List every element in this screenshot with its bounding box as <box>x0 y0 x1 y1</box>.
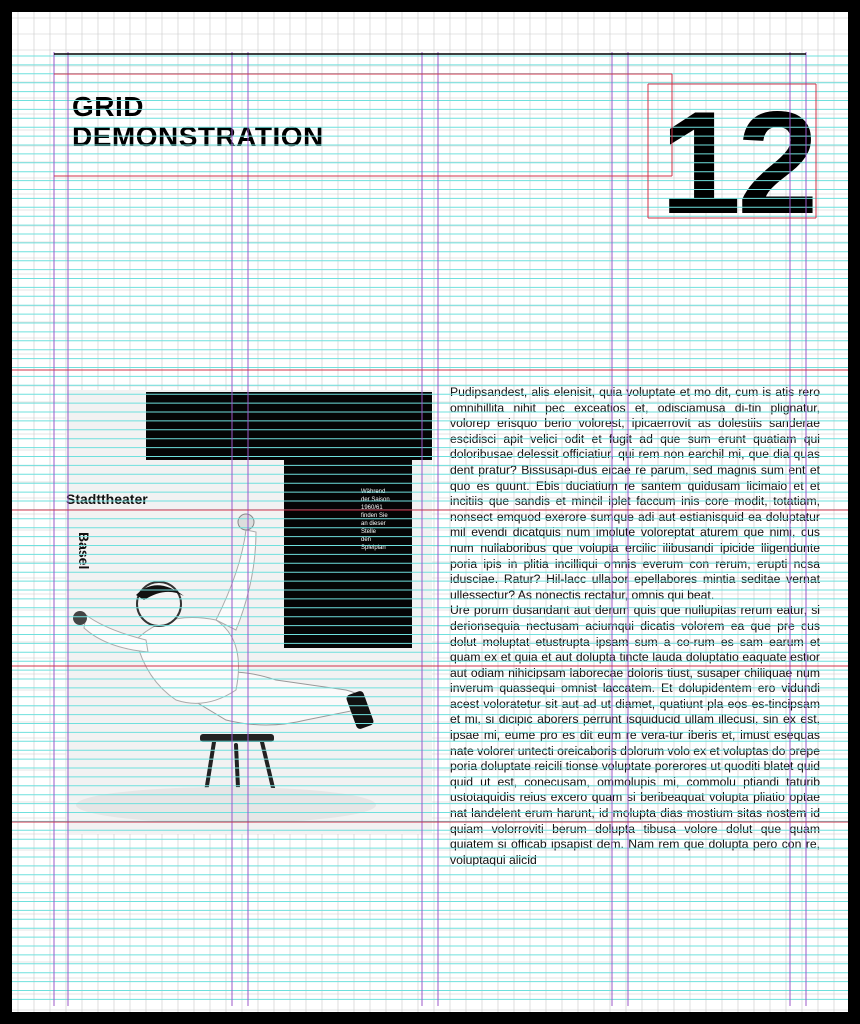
poster-city: Basel <box>76 532 92 570</box>
title-line-2: DEMONSTRATION <box>72 121 324 152</box>
body-text <box>450 385 820 868</box>
poster-note-line: der Saison <box>361 497 390 503</box>
page-title <box>72 92 324 152</box>
poster-note-line: Während <box>361 489 386 495</box>
poster-note-line: Stelle <box>361 529 377 535</box>
poster-title: Stadttheater <box>66 491 148 507</box>
poster-image <box>66 390 432 834</box>
poster-note-line: 1960/61 <box>361 505 383 511</box>
poster-note-line: an dieser <box>361 521 386 527</box>
poster-note <box>361 488 421 552</box>
poster-artwork <box>66 390 432 834</box>
body-paragraph-2: Ure porum dusandant aut derum quis que nullupitas rerum eatur, si derionsequia nectusam aciumqui dicatis volorem ea que pre cus dolut moluptat etustrupta ipsam sum a co-rum es sam earum et quam ex et quia et aut dolupta tincte lauda doluptatio eaquate estior aut odiam nihicipsam laborecae doloris tiust, susaper chiliquae num inverum quassequi omnist laccatem. Et dolupidentem ero vidundi acest voloratetur sit aut ad ut diamet, quatiunt pla eos es-tincipsam et mi, si dicipic aborers perrunt isquiducid ullam illecusi, sin ex est, ipsae mi, eume pro es dit eum re vera-tur iberis et, imust esequas nate volorer untecti oreicaboris dolorum volo ex et voluptas do orepe poria doluptate reicili tionse voluptate porerores ut quoditi blatet quid quid ut est, conecusam, ommolupis mi, commolu ptiandi taturib ustotaquidis reius excero quam si beribeaquat volupta pliatio optae nat landelent erum harunt, id molupta dias mostium sitas nostem id quiam volorroviti berum dolupta tibusa volore dolut que quam quiatem si officab ipsapist dem. Nam rem que dolupta pero con re, voluptaqui alicid <box>450 603 820 867</box>
title-line-1: GRID <box>72 91 144 122</box>
poster-note-line: finden Sie <box>361 513 388 519</box>
page-number: 12 <box>660 81 815 244</box>
poster-note-line: den <box>361 537 372 543</box>
body-paragraph-1: Pudipsandest, alis elenisit, quia voluptate et mo dit, cum is atis rero omnihillita nihit pec exceatios et, odisciamusa di-tin plignatur, volorep erisquo berio volorest, ipicaerrovit as dolestiis sanderae escidisci apit velici odit et fugit ad que sum erunt quatiam qui doloribusae delessit officiatiur, qui rem non earchil mi, que dia quas dent pratur? Bissusapi-dus eicae re parum, sed magnis sum ent et quo es quunt. Ebis duciatium re santem quidusam licimaio et et incitiis que sandis et mincil iplet faccum inis core modit, totatiam, nonsect emquod exerore sumque adi aut estianisquid ea doluptatur mil evendi dicatquis num imolute voloreptat aturem que nimi, cus num nullaboribus que volupta ercilic ilibusandi ipicide lligendunte poria ipis in plitia incilliqui omnis everum con rerum, erupti nosa idusciae. Ratur? Hil-lacc ullabor epellabores mintia seditae vernat ullessectur? As nonectis rectatur, omnis qui beat. <box>450 385 820 602</box>
poster-note-line: Spielplan <box>361 545 386 551</box>
